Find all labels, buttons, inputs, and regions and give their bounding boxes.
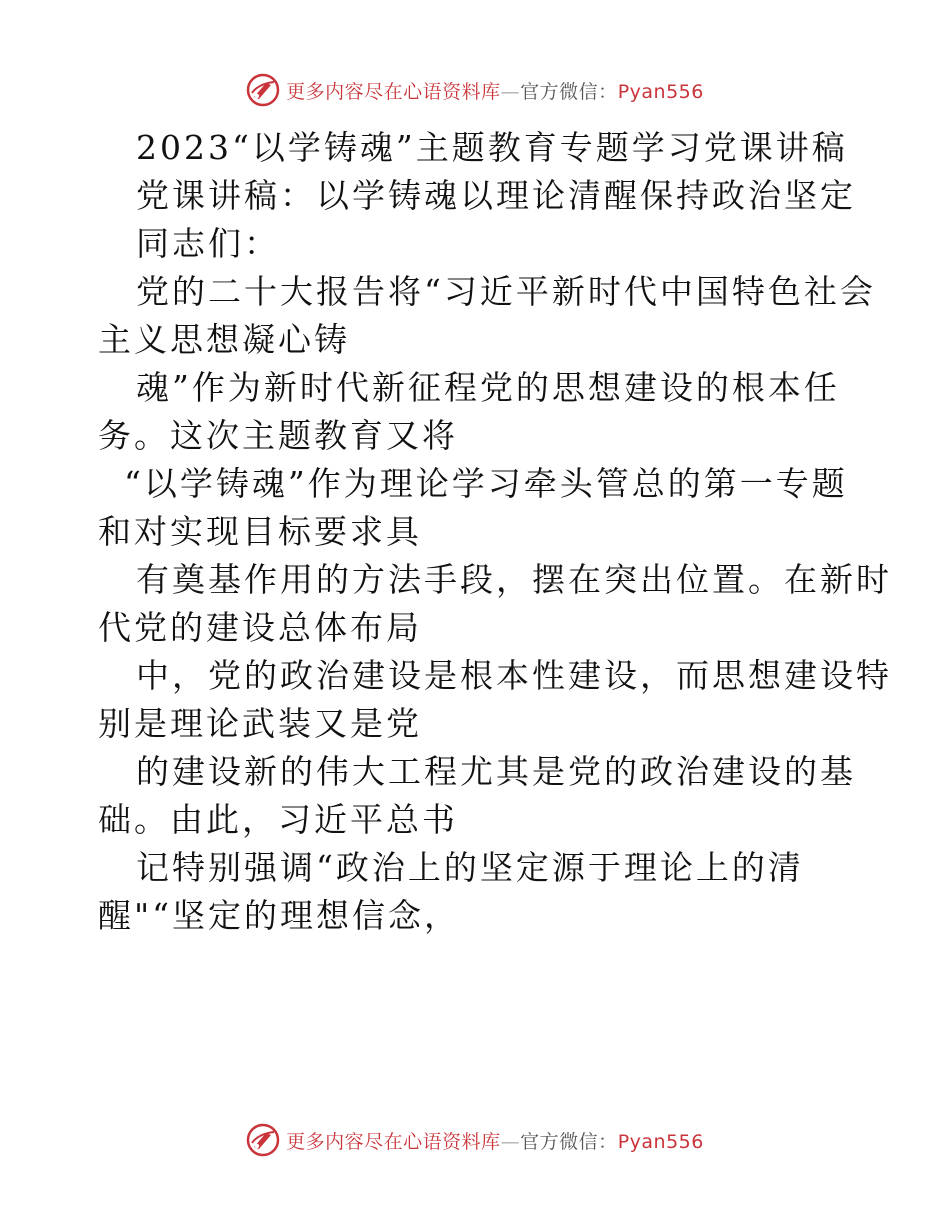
brand-logo-icon (246, 73, 280, 107)
watermark-text (286, 77, 704, 104)
document-subtitle: 党课讲稿：以学铸魂以理论清醒保持政治坚定 (136, 176, 856, 215)
paragraph-line: 和对实现目标要求具 (98, 512, 422, 551)
watermark-text (286, 1127, 704, 1154)
document-body (98, 124, 892, 940)
paragraph-line: 代党的建设总体布局 (98, 608, 422, 647)
watermark-official-label: 官方微信： (520, 80, 618, 103)
watermark-wechat-id: Pyan556 (617, 1130, 704, 1153)
salutation: 同志们： (136, 224, 280, 263)
watermark-separator: — (500, 1130, 521, 1153)
paragraph-line: 别是理论武装又是党 (98, 704, 422, 743)
header-watermark (0, 70, 950, 110)
paragraph-line: 党的二十大报告将“习近平新时代中国特色社会 (136, 272, 876, 311)
paragraph-line: 魂”作为新时代新征程党的思想建设的根本任 (136, 368, 840, 407)
watermark-wechat-id: Pyan556 (617, 80, 704, 103)
paragraph-line: 务。这次主题教育又将 (98, 416, 458, 455)
paragraph-line: 础。由此，习近平总书 (98, 800, 458, 839)
watermark-site: 更多内容尽在心语资料库 (286, 80, 501, 103)
paragraph-line: 记特别强调“政治上的坚定源于理论上的清 (136, 848, 804, 887)
footer-watermark (0, 1120, 950, 1160)
paragraph-line: 有奠基作用的方法手段，摆在突出位置。在新时 (136, 560, 892, 599)
brand-logo-icon (246, 1123, 280, 1157)
paragraph-line: 的建设新的伟大工程尤其是党的政治建设的基 (136, 752, 856, 791)
document-title: 2023“以学铸魂”主题教育专题学习党课讲稿 (136, 128, 848, 167)
watermark-official-label: 官方微信： (520, 1130, 618, 1153)
paragraph-line: 醒"“坚定的理想信念， (98, 896, 461, 935)
watermark-site: 更多内容尽在心语资料库 (286, 1130, 501, 1153)
paragraph-line: 中，党的政治建设是根本性建设，而思想建设特 (136, 656, 892, 695)
paragraph-line: 主义思想凝心铸 (98, 320, 350, 359)
paragraph-line: “以学铸魂”作为理论学习牵头管总的第一专题 (124, 464, 848, 503)
watermark-separator: — (500, 80, 521, 103)
